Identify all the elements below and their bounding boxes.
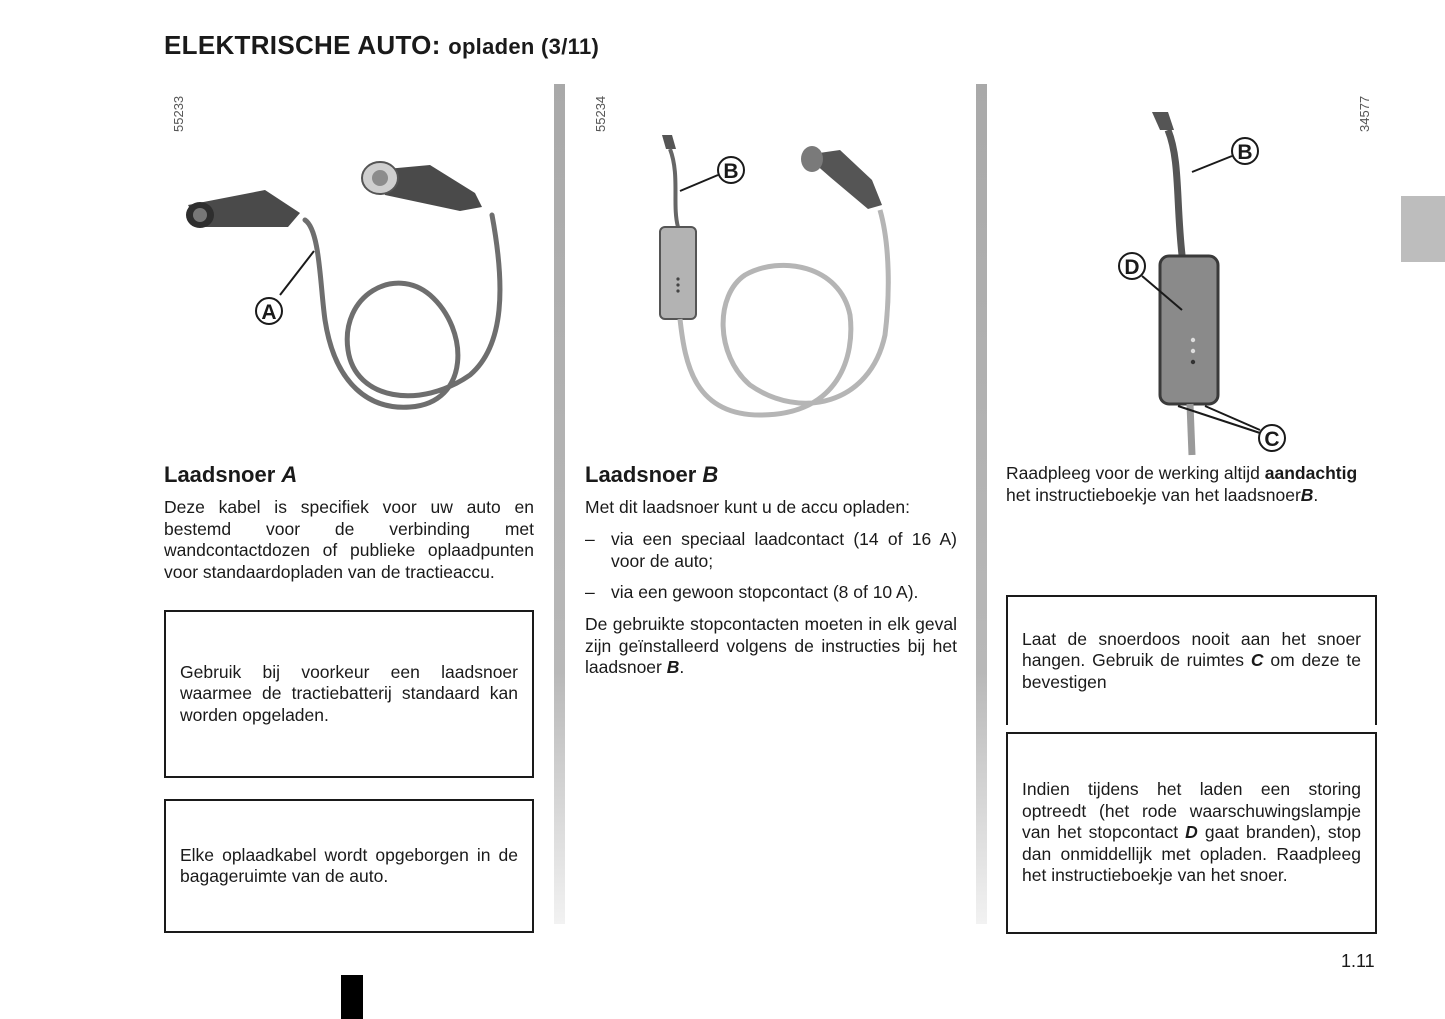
notice-box-fault	[1006, 732, 1377, 934]
col3-paragraph: Raadpleeg voor de werking altijd aandachtig het instructieboekje van het laadsnoerB.	[1006, 463, 1358, 505]
label-a: A	[261, 301, 277, 324]
notice-box-preferred-cable	[164, 610, 534, 778]
col2-paragraph: De gebruikte stopcontacten moeten in elk geval zijn geïnstalleerd volgens de instructies bij het laadsnoer B.	[585, 614, 957, 677]
notice-box-1-text: Gebruik bij voorkeur een laadsnoer waarmee de tractiebatterij standaard kan worden opgeladen.	[180, 661, 518, 725]
figure-code-2: 55234	[593, 95, 608, 132]
col1-paragraph: Deze kabel is specifiek voor uw auto en bestemd voor de verbinding met wandcontactdozen of publieke oplaadpunten voor standaardopladen van de tractieaccu.	[164, 497, 534, 582]
label-b-fig3: B	[1237, 141, 1253, 164]
heading-laadsnoer-b: Laadsnoer B	[585, 462, 719, 487]
list-item: – via een gewoon stopcontact (8 of 10 A).	[585, 582, 919, 602]
list-item: – via een speciaal laadcontact (14 of 16 A) voor de auto;	[585, 529, 957, 571]
column-divider-2	[976, 84, 987, 924]
title-sub: opladen (3/11)	[448, 34, 600, 59]
notice-box-4-text: Indien tijdens het laden een storing optreedt (het rode waarschuwingslampje van het stopcontact D gaat branden), stop dan onmiddellijk met opladen. Raadpleeg het instructieboekje van het snoer.	[1022, 779, 1361, 886]
column-divider-1	[554, 84, 565, 924]
figure-cable-a	[170, 145, 530, 430]
page-title	[164, 30, 599, 61]
notice-box-2-text: Elke oplaadkabel wordt opgeborgen in de bagageruimte van de auto.	[180, 844, 518, 886]
title-main: ELEKTRISCHE AUTO:	[164, 30, 441, 60]
notice-box-hanging	[1006, 595, 1377, 725]
label-d: D	[1124, 256, 1140, 279]
page-number: 1.11	[1341, 951, 1375, 971]
notice-box-storage	[164, 799, 534, 933]
figure-cable-b	[600, 125, 920, 435]
section-tab	[1401, 196, 1445, 262]
notice-box-3-text: Laat de snoerdoos nooit aan het snoer hangen. Gebruik de ruimtes C om deze te bevestigen	[1022, 628, 1361, 692]
figure-cable-box	[1110, 100, 1300, 460]
thumb-index-mark	[341, 975, 363, 1019]
figure-code-1: 55233	[171, 95, 186, 132]
label-b-fig2: B	[723, 160, 739, 183]
label-c: C	[1264, 428, 1280, 451]
heading-laadsnoer-a: Laadsnoer A	[164, 462, 298, 487]
figure-code-3: 34577	[1357, 95, 1372, 132]
col2-intro: Met dit laadsnoer kunt u de accu opladen:	[585, 497, 910, 517]
